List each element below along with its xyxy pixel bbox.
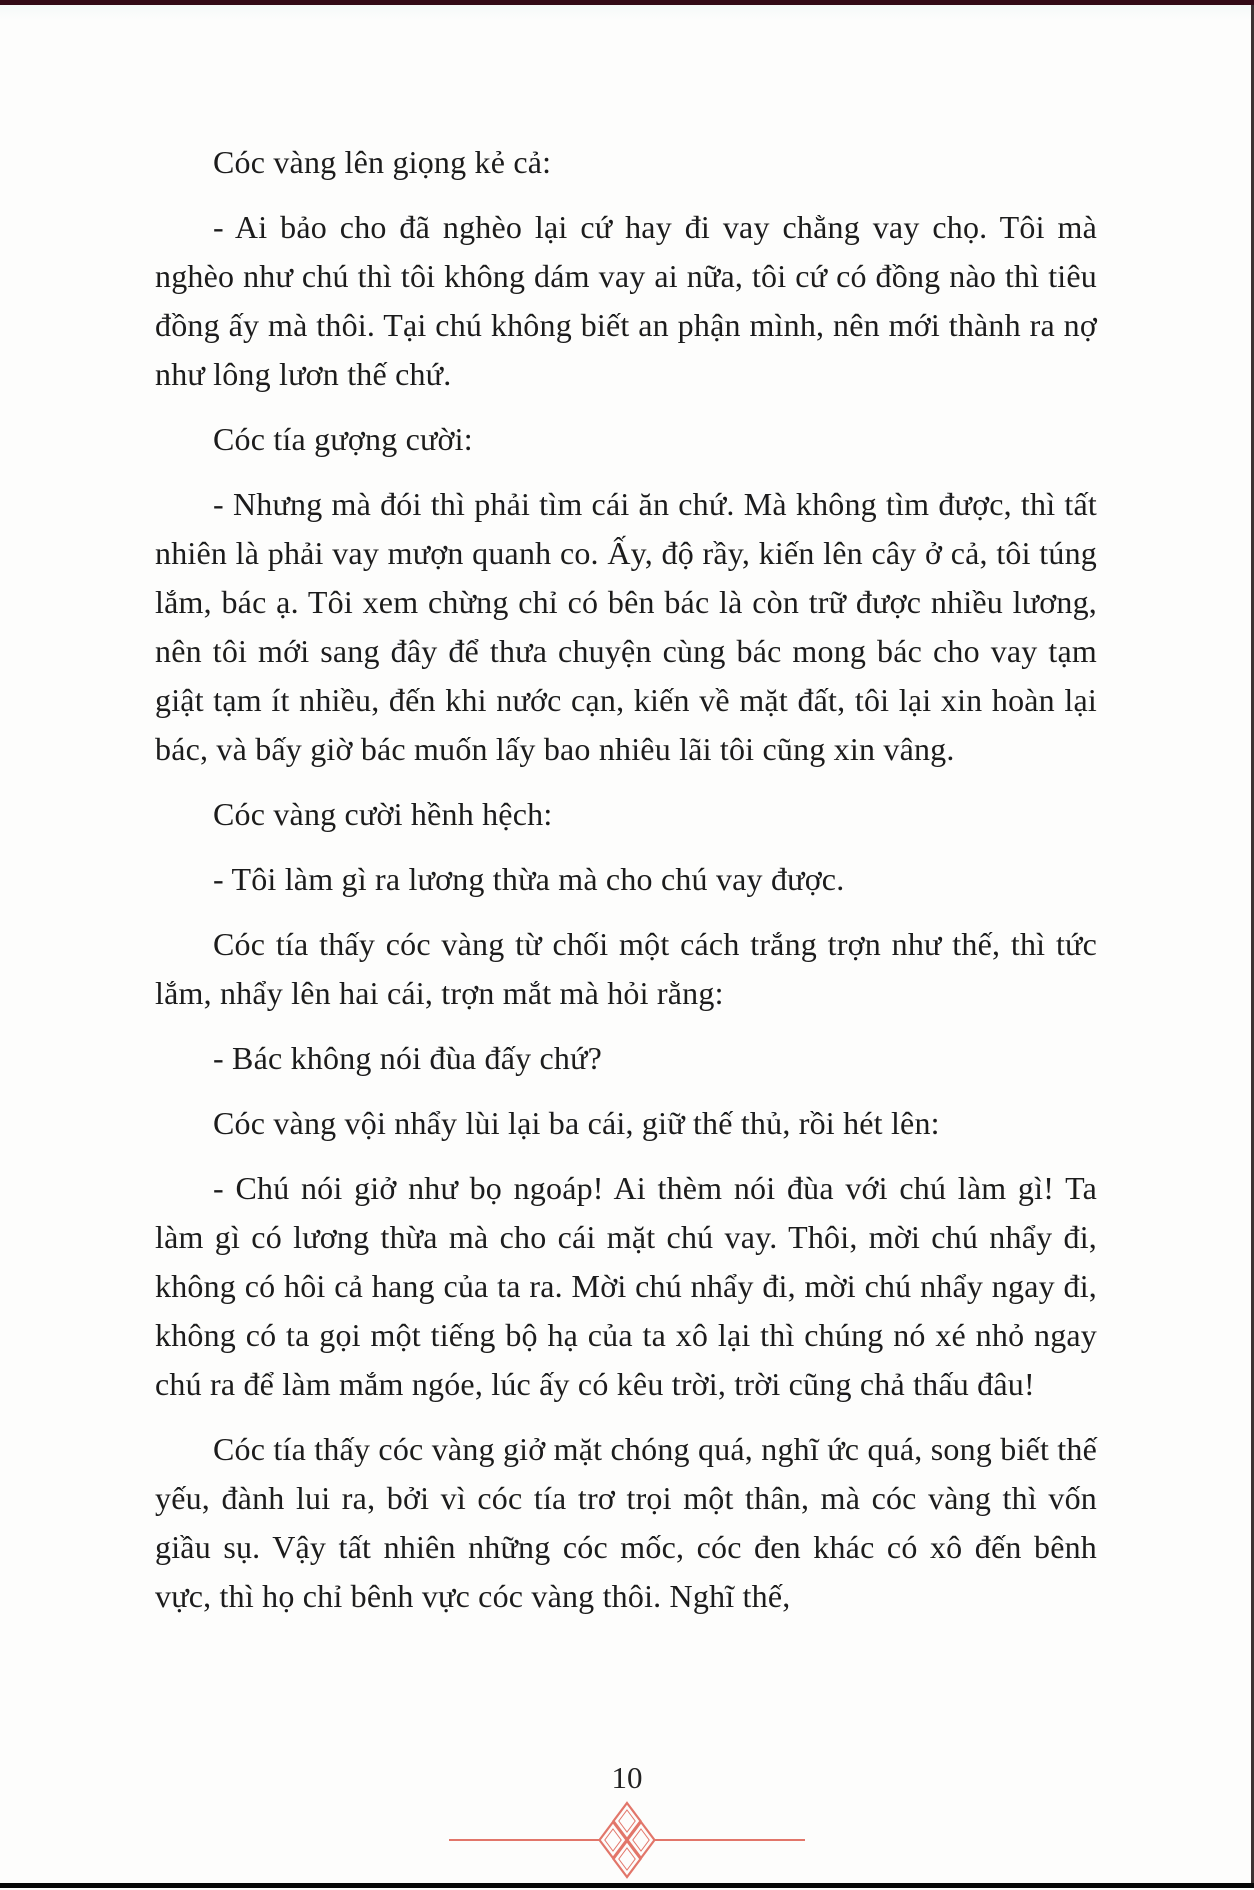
body-paragraph: Cóc tía thấy cóc vàng giở mặt chóng quá, nghĩ ức quá, song biết thế yếu, đành lui ra, bởi vì cóc tía trơ trọi một thân, mà cóc vàng thì vốn giầu sụ. Vậy tất nhiên những cóc mốc, cóc đen khác có xô đến bênh vực, thì họ chỉ bênh vực cóc vàng thôi. Nghĩ thế, [155,1431,1097,1614]
body-text [155,138,1097,1637]
body-paragraph: Cóc vàng cười hềnh hệch: [213,796,553,832]
body-paragraph: - Bác không nói đùa đấy chứ? [213,1040,603,1076]
divider-rule-left [449,1839,599,1841]
divider-rule-right [655,1839,805,1841]
page-number: 10 [611,1760,643,1795]
page-bottom-edge [0,1883,1254,1888]
quad-diamond-ornament-icon [597,1798,657,1882]
body-paragraph: Cóc tía gượng cười: [213,421,473,457]
body-paragraph: - Tôi làm gì ra lương thừa mà cho chú vay được. [213,861,845,897]
body-paragraph: - Ai bảo cho đã nghèo lại cứ hay đi vay chằng vay chọ. Tôi mà nghèo như chú thì tôi không dám vay ai nữa, tôi cứ có đồng nào thì tiêu đồng ấy mà thôi. Tại chú không biết an phận mình, nên mới thành ra nợ như lông lươn thế chứ. [155,209,1097,392]
page-top-edge [0,0,1254,5]
page-footer [0,1760,1254,1882]
body-paragraph: Cóc vàng vội nhẩy lùi lại ba cái, giữ thế thủ, rồi hét lên: [213,1105,940,1141]
body-paragraph: Cóc tía thấy cóc vàng từ chối một cách trắng trợn như thế, thì tức lắm, nhẩy lên hai cái, trợn mắt mà hỏi rằng: [155,926,1097,1011]
body-paragraph: - Chú nói giở như bọ ngoáp! Ai thèm nói đùa với chú làm gì! Ta làm gì có lương thừa mà cho cái mặt chú vay. Thôi, mời chú nhẩy đi, không có hôi cả hang của ta ra. Mời chú nhẩy đi, mời chú nhẩy ngay đi, không có ta gọi một tiếng bộ hạ của ta xô lại thì chúng nó xé nhỏ ngay chú ra để làm mắm ngóe, lúc ấy có kêu trời, trời cũng chả thấu đâu! [155,1170,1097,1402]
body-paragraph: Cóc vàng lên giọng kẻ cả: [213,144,552,180]
body-paragraph: - Nhưng mà đói thì phải tìm cái ăn chứ. Mà không tìm được, thì tất nhiên là phải vay mượn quanh co. Ấy, độ rầy, kiến lên cây ở cả, tôi túng lắm, bác ạ. Tôi xem chừng chỉ có bên bác là còn trữ được nhiều lương, nên tôi mới sang đây để thưa chuyện cùng bác mong bác cho vay tạm giật tạm ít nhiều, đến khi nước cạn, kiến về mặt đất, tôi lại xin hoàn lại bác, và bấy giờ bác muốn lấy bao nhiêu lãi tôi cũng xin vâng. [155,486,1097,767]
chapter-divider [0,1798,1254,1882]
